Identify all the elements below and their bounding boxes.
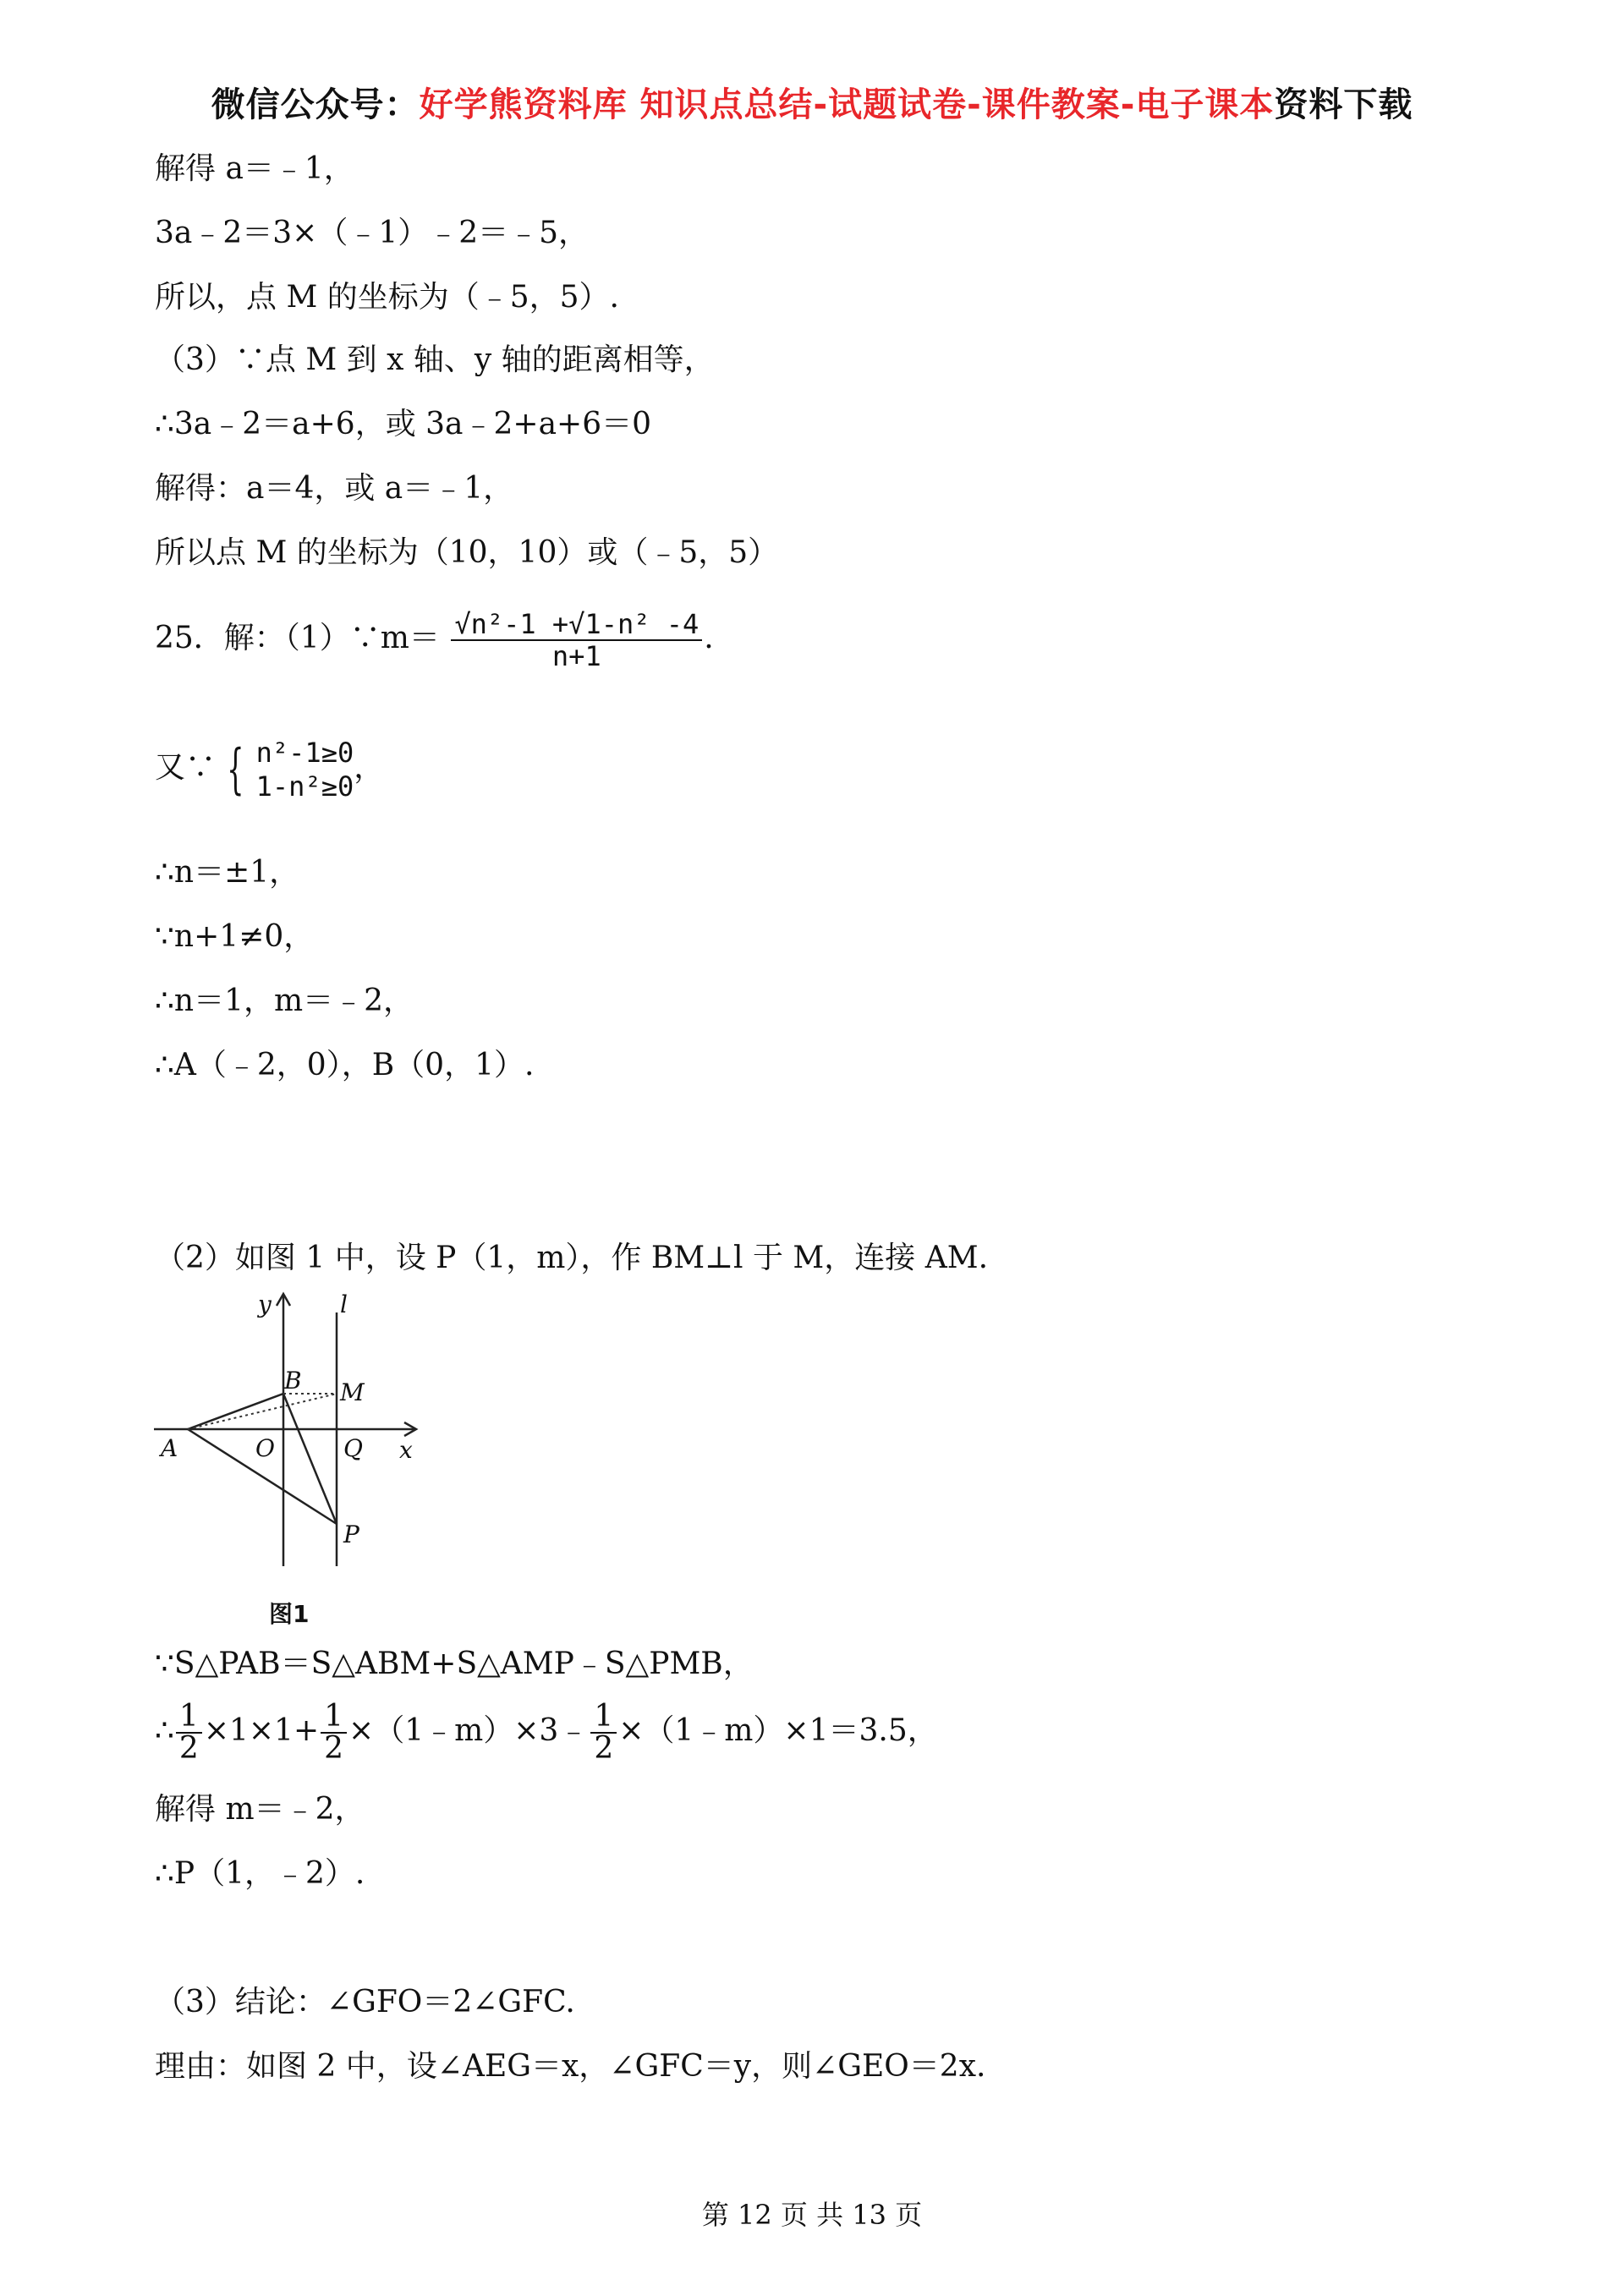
half-fraction-2-num: 1 [321, 1701, 347, 1734]
header-banner [0, 78, 1624, 126]
text-line-3: 所以，点 M 的坐标为（﹣5，5）. [155, 280, 620, 315]
text-line-5: ∴3a﹣2＝a+6，或 3a﹣2+a+6＝0 [155, 407, 652, 441]
inequality-prefix: 又∵ [155, 750, 217, 785]
half-fraction-1-den: 2 [178, 1731, 199, 1766]
fraction-m-denominator: n+1 [551, 640, 601, 672]
label-o: O [255, 1434, 275, 1462]
segment-bp [283, 1394, 337, 1524]
figure-1 [152, 1287, 440, 1642]
label-x: x [399, 1436, 413, 1464]
half-fraction-1-num: 1 [176, 1701, 202, 1734]
text-line-2: 3a﹣2＝3×（﹣1）﹣2＝﹣5， [155, 216, 590, 250]
text-line-4: （3）∵点 M 到 x 轴、y 轴的距离相等， [155, 342, 715, 377]
half-fraction-3 [590, 1701, 617, 1764]
inequality-suffix: ， [354, 750, 385, 785]
area-eq-part-b: ×1×1+ [203, 1713, 320, 1748]
label-l: l [340, 1290, 348, 1318]
figure-caption: 图1 [269, 1600, 310, 1628]
half-fraction-3-num: 1 [590, 1701, 617, 1734]
brace-icon: { [227, 738, 245, 801]
equation-m-suffix: . [704, 621, 714, 655]
label-m: M [340, 1378, 365, 1406]
segment-ab [188, 1394, 283, 1429]
text-line-14: （2）如图 1 中，设 P（1，m），作 BM⊥l 于 M，连接 AM. [155, 1241, 989, 1275]
inequality-row-1: n²-1≥0 [255, 737, 354, 769]
text-line-11: ∵n+1≠0， [155, 919, 315, 954]
equation-m-prefix: 25．解：（1）∵m＝ [155, 621, 440, 655]
label-y: y [258, 1290, 272, 1318]
area-equation [155, 1701, 938, 1764]
equation-m [155, 609, 714, 671]
inequality-system [155, 736, 384, 803]
text-line-10: ∴n＝±1， [155, 855, 300, 890]
text-line-7: 所以点 M 的坐标为（10，10）或（﹣5，5） [155, 535, 779, 570]
half-fraction-1 [176, 1701, 202, 1764]
label-p: P [343, 1521, 359, 1548]
label-q: Q [343, 1434, 363, 1462]
half-fraction-2-den: 2 [324, 1731, 344, 1766]
header-label: 微信公众号： [211, 85, 420, 124]
segment-am-dotted [188, 1394, 337, 1429]
text-line-20: 理由：如图 2 中，设∠AEG＝x，∠GFC＝y，则∠GEO＝2x. [155, 2049, 986, 2084]
area-eq-part-c: ×（1﹣m）×3﹣ [348, 1713, 590, 1748]
text-line-1: 解得 a＝﹣1， [155, 151, 354, 186]
text-line-13: ∴A（﹣2，0），B（0，1）. [155, 1048, 535, 1082]
label-a: A [161, 1434, 178, 1462]
text-line-15: ∵S△PAB＝S△ABM+S△AMP﹣S△PMB， [155, 1647, 754, 1681]
header-tail: 资料下载 [1274, 85, 1413, 124]
inequality-row-2: 1-n²≥0 [255, 770, 354, 803]
text-line-6: 解得：a＝4，或 a＝﹣1， [155, 471, 514, 506]
text-line-17: 解得 m＝﹣2， [155, 1792, 365, 1827]
text-line-19: （3）结论：∠GFO＝2∠GFC. [155, 1985, 575, 2019]
label-b: B [284, 1367, 302, 1395]
text-line-18: ∴P（1，﹣2）. [155, 1856, 365, 1891]
inequality-rows [256, 736, 354, 803]
fraction-m-numerator: √n²-1 +√1-n² -4 [451, 609, 702, 641]
half-fraction-2 [321, 1701, 347, 1764]
area-eq-part-d: ×（1﹣m）×1＝3.5， [618, 1713, 938, 1748]
text-line-12: ∴n＝1，m＝﹣2， [155, 984, 414, 1018]
fraction-m [451, 609, 702, 671]
half-fraction-3-den: 2 [594, 1731, 614, 1766]
area-eq-part-a: ∴ [155, 1713, 174, 1748]
page-footer: 第 12 页 共 13 页 [701, 2199, 923, 2231]
header-red-text: 好学熊资料库 知识点总结-试题试卷-课件教案-电子课本 [419, 85, 1275, 124]
